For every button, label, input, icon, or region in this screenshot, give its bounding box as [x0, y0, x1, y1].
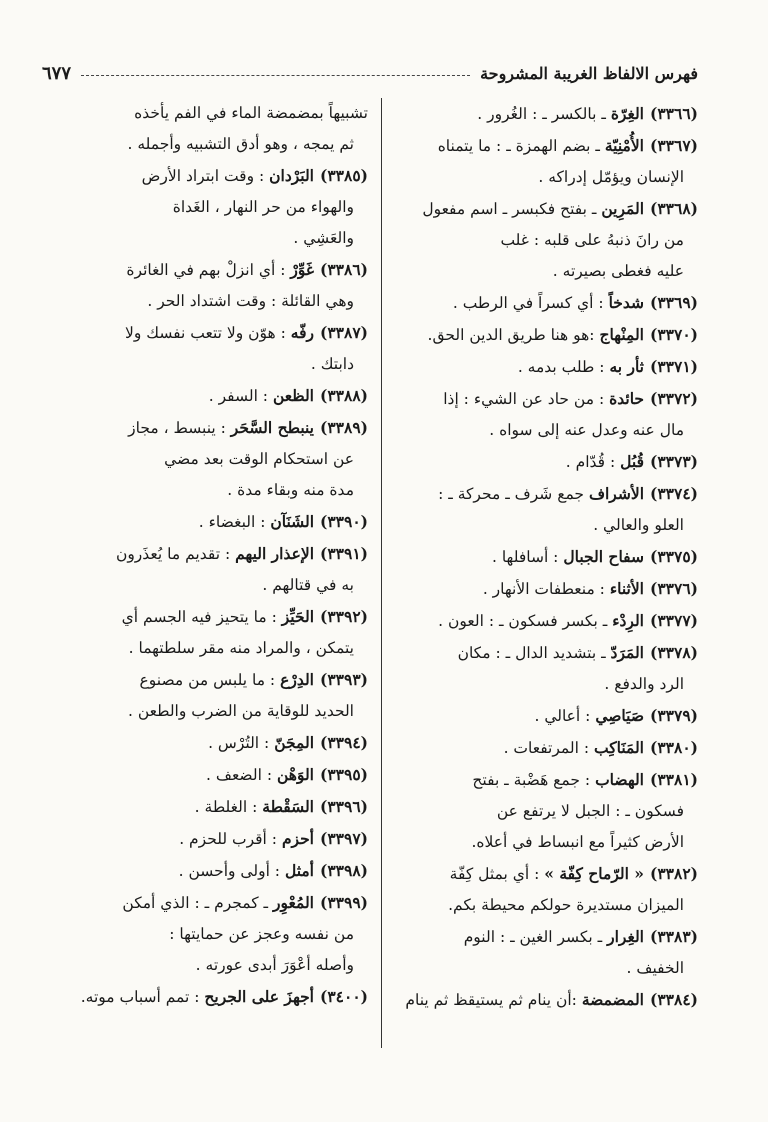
column-divider: [381, 98, 382, 1048]
entry-definition: : هوّن ولا تتعب نفسك ولا: [125, 324, 286, 342]
entry-definition: ـ بضم الهمزة ـ : ما يتمناه: [437, 137, 600, 155]
entry-definition: :هو هنا طريق الدين الحق.: [427, 326, 595, 344]
entry-definition: :أن ينام ثم يستيقظ ثم ينام: [405, 991, 577, 1009]
glossary-entry: [372, 478, 698, 541]
entry-definition: : تقديم ما يُعذَرون: [115, 545, 231, 563]
glossary-entry: [372, 446, 698, 478]
entry-continuation: من رانَ ذنبهُ على قلبه : غلب: [500, 231, 684, 249]
entry-headword: الهضاب: [595, 770, 644, 789]
glossary-entry: [372, 351, 698, 383]
entry-headword: قُبُل: [620, 452, 644, 471]
page-number: ٦٧٧: [42, 62, 72, 84]
right-column: [372, 98, 698, 1016]
entry-headword: الوَهْن: [276, 765, 314, 784]
entry-headword: المَرَدّ: [610, 643, 644, 662]
entry-headword: المضمضة: [581, 990, 644, 1009]
entry-definition: ـ بتشديد الدال ـ : مكان: [457, 644, 606, 662]
entry-continuation: الإنسان ويؤمّل إدراكه .: [538, 168, 684, 186]
entry-headword: المِجَنّ: [274, 733, 314, 752]
entry-definition: : منعطفات الأنهار .: [482, 580, 605, 598]
entry-number: (٣٣٨٩): [320, 418, 368, 437]
entry-continuation: الأرض كثيراً مع انبساط في أعلاه.: [471, 833, 684, 851]
entry-continuation: والعَشِي .: [293, 229, 354, 247]
entry-headword: أحزم: [281, 829, 314, 848]
entry-first-line: [472, 771, 698, 789]
entry-definition: : السفر .: [208, 387, 269, 405]
entry-number: (٣٣٧٠): [650, 325, 698, 344]
entry-continuation: والهواء من حر النهار ، الغَداة: [172, 198, 354, 216]
glossary-entry: [42, 601, 368, 664]
header-rule: [81, 75, 470, 76]
entry-headword: ثأر به: [609, 357, 644, 376]
glossary-entry: [42, 887, 368, 981]
entry-headword: الأثناء: [609, 579, 644, 598]
entry-first-line: [126, 261, 368, 279]
glossary-entry: [372, 98, 698, 130]
glossary-entry: [42, 98, 368, 160]
entry-headword: الإعذار اليهم: [235, 544, 314, 563]
entry-definition: : أي بمثل كِفّة: [449, 865, 540, 883]
entry-first-line: [518, 358, 698, 376]
entry-number: (٣٣٦٦): [650, 104, 698, 123]
entry-definition: ـ بكسر الغين ـ : النوم: [463, 928, 603, 946]
glossary-entry: [372, 700, 698, 732]
glossary-entry: [372, 605, 698, 637]
entry-continuation: من نفسه وعجز عن حمايتها :: [169, 925, 354, 943]
entry-first-line: [81, 988, 368, 1006]
entry-number: (٣٣٩٧): [320, 829, 368, 848]
glossary-entry: [42, 791, 368, 823]
entry-continuation: الرد والدفع .: [604, 675, 684, 693]
entry-headword: الغِرّة: [610, 104, 644, 123]
glossary-entry: [42, 759, 368, 791]
glossary-entry: [372, 541, 698, 573]
entry-headword: الظعن: [272, 386, 314, 405]
entry-continuation: مدة منه وبقاء مدة .: [227, 481, 354, 499]
entry-headword: المَنَاكِب: [594, 738, 644, 757]
entry-number: (٣٣٧٦): [650, 579, 698, 598]
entry-headword: الأُمْنِيّة: [604, 136, 644, 155]
glossary-entry: [372, 732, 698, 764]
entry-first-line: [438, 485, 698, 503]
glossary-entry: [42, 317, 368, 380]
entry-headword: السَقْطة: [262, 797, 314, 816]
entry-first-line: [443, 390, 698, 408]
entry-definition: : أولى وأحسن .: [178, 862, 281, 880]
glossary-entry: [42, 380, 368, 412]
entry-definition: : قُدّام .: [565, 453, 616, 471]
entry-first-line: [405, 991, 698, 1009]
entry-first-line: [134, 104, 368, 122]
entry-definition: : أي انزلْ بهم في الغائرة: [126, 261, 286, 279]
entry-headword: ينبطح السَّحَر: [230, 418, 314, 437]
entry-continuation: مال عنه وعدل عنه إلى سواه .: [489, 421, 684, 439]
entry-first-line: [195, 798, 368, 816]
entry-number: (٣٣٩٢): [320, 607, 368, 626]
entry-first-line: [179, 862, 368, 880]
entry-continuation: عليه فغطى بصيرته .: [552, 262, 684, 280]
entry-definition: : أعالي .: [534, 707, 591, 725]
entry-number: (٣٣٨٠): [650, 738, 698, 757]
glossary-entry: [372, 287, 698, 319]
entry-first-line: [438, 612, 698, 630]
glossary-entry: [372, 921, 698, 984]
entry-number: (٣٣٩٩): [320, 893, 368, 912]
glossary-entry: [372, 764, 698, 858]
entry-definition: : التُرْس .: [208, 734, 270, 752]
entry-continuation: وأصله أعْوَرَ أبدى عورته .: [195, 956, 354, 974]
entry-definition: : وقت ابتراد الأرض: [141, 167, 265, 185]
entry-continuation: ثم يمجه ، وهو أدق التشبيه وأجمله .: [127, 135, 354, 153]
entry-number: (٣٣٦٩): [650, 293, 698, 312]
entry-continuation: يتمكن ، والمراد منه مقر سلطتهما .: [128, 639, 354, 657]
entry-headword: صَيَاصِي: [595, 706, 644, 725]
entry-number: (٣٣٨١): [650, 770, 698, 789]
glossary-entry: [42, 727, 368, 759]
glossary-entry: [372, 319, 698, 351]
header-title: فهرس الالفاظ الغريبة المشروحة: [480, 63, 698, 83]
entry-headword: حائدة: [609, 389, 644, 408]
entry-number: (٣٣٩١): [320, 544, 368, 563]
glossary-entry: [42, 254, 368, 317]
glossary-entry: [42, 855, 368, 887]
entry-number: (٣٣٧٨): [650, 643, 698, 662]
entry-headword: المَرِين: [601, 199, 644, 218]
entry-number: (٣٣٧٥): [650, 547, 698, 566]
glossary-entry: [42, 506, 368, 538]
entry-number: (٣٣٩٨): [320, 861, 368, 880]
entry-headword: الرِدْء: [612, 611, 644, 630]
entry-number: (٣٣٩٤): [320, 733, 368, 752]
entry-headword: المِنْهاج: [599, 325, 644, 344]
entry-first-line: [142, 167, 368, 185]
entry-definition: : تمم أسباب موته.: [80, 988, 200, 1006]
entry-number: (٣٣٩٥): [320, 765, 368, 784]
entry-headword: المُعْوِر: [273, 893, 314, 912]
page-header: [42, 58, 698, 88]
entry-headword: شدخاً: [608, 293, 644, 312]
entry-number: (٣٣٨٦): [320, 260, 368, 279]
entry-number: (٣٣٧٩): [650, 706, 698, 725]
entry-headword: الحَيِّز: [281, 607, 314, 626]
entry-definition: ـ كمجرم ـ : الذي أمكن: [122, 894, 269, 912]
entry-definition: : المرتفعات .: [503, 739, 590, 757]
entry-number: (٣٣٧٣): [650, 452, 698, 471]
entry-first-line: [209, 387, 368, 405]
entry-definition: : الضعف .: [206, 766, 273, 784]
entry-definition: : طلب بدمه .: [517, 358, 605, 376]
entry-first-line: [453, 294, 698, 312]
entry-definition: : ينبسط ، مجاز: [128, 419, 226, 437]
entry-definition: : أسافلها .: [491, 548, 559, 566]
entry-headword: الأشراف: [588, 484, 644, 503]
entry-continuation: عن استحكام الوقت بعد مضي: [164, 450, 354, 468]
entry-continuation: الخفيف .: [626, 959, 684, 977]
entry-definition: : ما يتحيز فيه الجسم أي: [121, 608, 277, 626]
entry-definition: : البغضاء .: [198, 513, 266, 531]
entry-definition: : جمع هَضْبة ـ بفتح: [472, 771, 591, 789]
entry-first-line: [492, 548, 698, 566]
entry-first-line: [450, 865, 698, 883]
entry-continuation: فسكون ـ : الجبل لا يرتفع عن: [496, 802, 684, 820]
entry-first-line: [208, 734, 368, 752]
entry-first-line: [566, 453, 698, 471]
entry-number: (٣٣٩٣): [320, 670, 368, 689]
entry-number: (٣٣٨٢): [650, 864, 698, 883]
entry-definition: : أي كسراً في الرطب .: [452, 294, 604, 312]
entry-number: (٣٣٩٦): [320, 797, 368, 816]
entry-first-line: [534, 707, 698, 725]
entry-continuation: الحديد للوقاية من الضرب والطعن .: [127, 702, 354, 720]
entry-headword: « الرّماح كِفّة »: [544, 864, 644, 883]
entry-number: (٣٣٨٧): [320, 323, 368, 342]
entry-continuation: به في قتالهم .: [262, 576, 354, 594]
entry-number: (٣٣٨٤): [650, 990, 698, 1009]
entry-first-line: [179, 830, 368, 848]
entry-first-line: [122, 894, 368, 912]
left-column: [42, 98, 368, 1013]
glossary-entry: [42, 412, 368, 506]
glossary-entry: [42, 981, 368, 1013]
entry-headword: البَرْدان: [269, 166, 314, 185]
entry-first-line: [122, 608, 368, 626]
glossary-entry: [372, 858, 698, 921]
entry-headword: أمثل: [284, 861, 314, 880]
entry-number: (٣٣٧٢): [650, 389, 698, 408]
entry-definition: ـ بالكسر ـ : الغُرور .: [477, 105, 606, 123]
entry-number: (٣٣٧١): [650, 357, 698, 376]
entry-first-line: [199, 513, 368, 531]
entry-headword: الدِرْع: [280, 670, 314, 689]
entry-first-line: [128, 419, 368, 437]
entry-number: (٣٣٨٥): [320, 166, 368, 185]
glossary-entry: [42, 160, 368, 254]
entry-number: (٣٤٠٠): [320, 987, 368, 1006]
entry-continuation: الميزان مستديرة حولكم محيطة بكم.: [448, 896, 684, 914]
entry-definition: ـ بفتح فكبسر ـ اسم مفعول: [422, 200, 597, 218]
entry-first-line: [477, 105, 698, 123]
entry-first-line: [206, 766, 368, 784]
entry-first-line: [464, 928, 698, 946]
entry-number: (٣٣٧٧): [650, 611, 698, 630]
entry-definition: : ما يلبس من مصنوع: [139, 671, 276, 689]
entry-first-line: [125, 324, 368, 342]
entry-number: (٣٣٦٧): [650, 136, 698, 155]
entry-headword: الغِرار: [607, 927, 644, 946]
entry-headword: أجهزَ على الجريح: [204, 987, 314, 1006]
entry-number: (٣٣٩٠): [320, 512, 368, 531]
entry-number: (٣٣٧٤): [650, 484, 698, 503]
entry-first-line: [483, 580, 698, 598]
entry-first-line: [504, 739, 698, 757]
entry-first-line: [422, 200, 698, 218]
entry-number: (٣٣٨٨): [320, 386, 368, 405]
glossary-entry: [372, 984, 698, 1016]
entry-first-line: [116, 545, 368, 563]
glossary-entry: [42, 664, 368, 727]
entry-definition: : من حاد عن الشيء : إذا: [443, 390, 605, 408]
entry-headword: رفّه: [290, 323, 314, 342]
entry-number: (٣٣٦٨): [650, 199, 698, 218]
entry-headword: سفاح الجبال: [563, 547, 644, 566]
glossary-entry: [42, 538, 368, 601]
entry-first-line: [438, 137, 698, 155]
glossary-entry: [372, 383, 698, 446]
glossary-entry: [42, 823, 368, 855]
entry-continuation: العلو والعالي .: [593, 516, 684, 534]
entry-continuation: دابتك .: [310, 355, 354, 373]
entry-number: (٣٣٨٣): [650, 927, 698, 946]
entry-definition: ـ بكسر فسكون ـ : العون .: [438, 612, 608, 630]
glossary-entry: [372, 130, 698, 193]
entry-first-line: [140, 671, 368, 689]
entry-first-line: [458, 644, 698, 662]
entry-definition: تشبيهاً بمضمضة الماء في الفم يأخذه: [134, 104, 368, 122]
entry-definition: : الغلطة .: [194, 798, 258, 816]
entry-continuation: وهي القائلة : وقت اشتداد الحر .: [147, 292, 354, 310]
entry-headword: الشَنَآن: [270, 512, 314, 531]
entry-definition: : أقرب للحزم .: [179, 830, 278, 848]
glossary-entry: [372, 637, 698, 700]
entry-definition: جمع شَرف ـ محركة ـ :: [438, 485, 584, 503]
entry-headword: غَوِّرْ: [290, 260, 314, 279]
glossary-entry: [372, 193, 698, 287]
entry-first-line: [428, 326, 698, 344]
glossary-entry: [372, 573, 698, 605]
